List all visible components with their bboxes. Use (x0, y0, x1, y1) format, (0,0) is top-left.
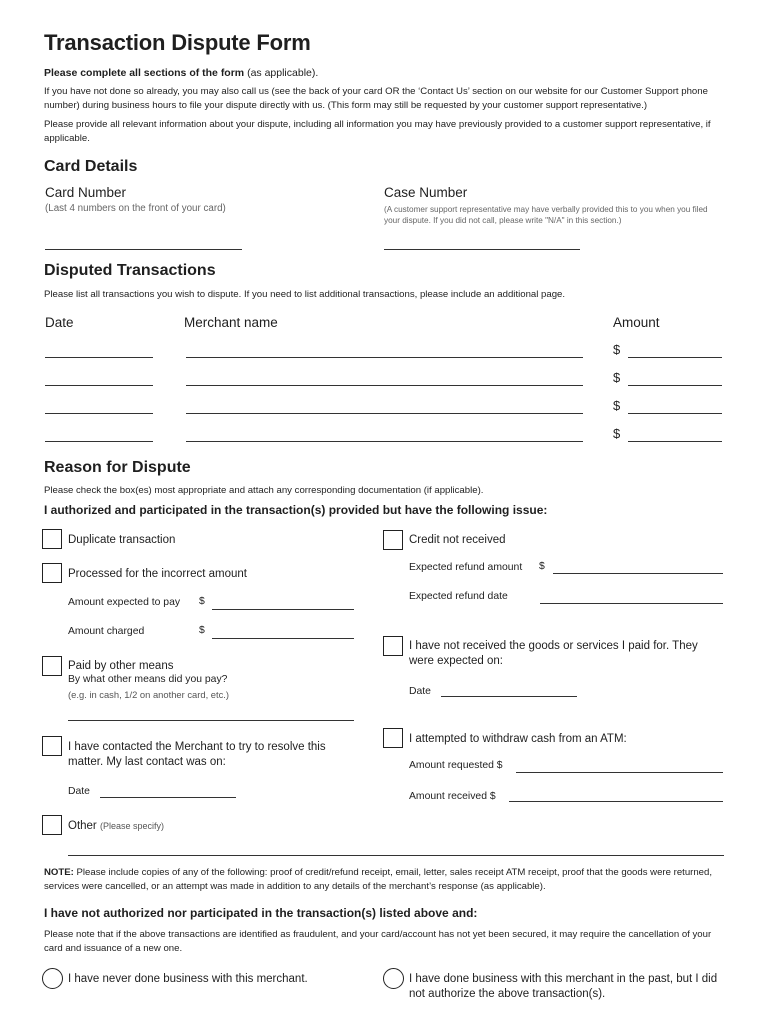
other-specify-field[interactable] (68, 855, 724, 856)
transaction-amount-field[interactable] (628, 357, 722, 358)
card-details-heading: Card Details (44, 158, 138, 175)
past-business-label: I have done business with this merchant in the past, but I did not authorize the above transaction(s). (409, 973, 718, 1000)
case-number-hint: (A customer support representative may have verbally provided this to you when you filed your dispute. If you did not call, please write "N/A" in this section.) (384, 205, 708, 225)
other-hint: (Please specify) (99, 821, 164, 831)
col-merchant-label: Merchant name (184, 315, 278, 330)
amount-expected-label: Amount expected to pay (68, 597, 181, 608)
transaction-date-field[interactable] (45, 441, 153, 442)
currency-symbol: $ (539, 561, 545, 572)
reason-instructions: Please check the box(es) most appropriate and attach any corresponding documentation (if applicable). (44, 485, 484, 496)
intro-paragraph-2: Please provide all relevant information about your dispute, including all information you may have previously provided to a customer support representative, if applicable. (44, 119, 711, 144)
atm-label: I attempted to withdraw cash from an ATM: (409, 733, 627, 745)
amount-requested-label: Amount requested $ (409, 760, 503, 771)
card-number-field[interactable] (45, 249, 242, 250)
other-means-question: By what other means did you pay? (68, 674, 228, 685)
transaction-date-field[interactable] (45, 357, 153, 358)
intro-paragraph-1: If you have not done so already, you may also call us (see the back of your card OR the ‘Contact Us’ section on our website for our Customer Support phone number) during business hours to file your dispute directly with us. (This form may still be requested by your customer support representative.) (44, 86, 708, 111)
case-number-label: Case Number (384, 185, 468, 200)
expected-refund-date-label: Expected refund date (409, 591, 508, 602)
credit-not-received-checkbox[interactable] (383, 530, 403, 550)
amount-received-field[interactable] (509, 801, 723, 802)
unauthorized-heading: I have not authorized nor participated in the transaction(s) listed above and: (44, 906, 478, 920)
case-number-field[interactable] (384, 249, 580, 250)
page-title: Transaction Dispute Form (44, 30, 311, 55)
transaction-date-field[interactable] (45, 385, 153, 386)
goods-date-label: Date (409, 686, 431, 697)
disputed-instructions: Please list all transactions you wish to dispute. If you need to list additional transactions, please include an additional page. (44, 289, 566, 300)
note-text: Please include copies of any of the following: proof of credit/refund receipt, email, letter, sales receipt ATM receipt, proof that the goods were returned, services were cancelled, or an attempt was made in addition to any details of the merchant’s response (as applicable). (44, 867, 713, 892)
amount-charged-label: Amount charged (68, 626, 145, 637)
col-amount-label: Amount (613, 315, 660, 330)
other-means-field[interactable] (68, 720, 354, 721)
transaction-merchant-field[interactable] (186, 441, 583, 442)
unauthorized-note: Please note that if the above transactions are identified as fraudulent, and your card/account has not yet been secured, it may require the cancellation of your card and issuance of a new one. (44, 929, 712, 954)
duplicate-transaction-checkbox[interactable] (42, 529, 62, 549)
currency-symbol: $ (613, 370, 621, 385)
reason-heading: Reason for Dispute (44, 459, 191, 476)
other-means-checkbox[interactable] (42, 656, 62, 676)
expected-refund-amount-field[interactable] (553, 573, 723, 574)
past-business-radio[interactable] (383, 968, 404, 989)
other-label-text: Other (68, 820, 97, 832)
card-number-label: Card Number (45, 185, 127, 200)
goods-not-received-checkbox[interactable] (383, 636, 403, 656)
goods-not-received-label: I have not received the goods or services I paid for. They were expected on: (409, 640, 698, 667)
other-means-label: Paid by other means (68, 660, 174, 672)
currency-symbol: $ (613, 398, 621, 413)
expected-refund-date-field[interactable] (540, 603, 723, 604)
atm-checkbox[interactable] (383, 728, 403, 748)
currency-symbol: $ (613, 426, 621, 441)
note-paragraph (44, 866, 724, 894)
duplicate-transaction-label: Duplicate transaction (68, 534, 176, 546)
amount-requested-field[interactable] (516, 772, 723, 773)
amount-received-label: Amount received $ (409, 791, 496, 802)
never-business-label: I have never done business with this merchant. (68, 973, 308, 985)
transaction-merchant-field[interactable] (186, 413, 583, 414)
transaction-amount-field[interactable] (628, 385, 722, 386)
col-date-label: Date (45, 315, 74, 330)
incorrect-amount-label: Processed for the incorrect amount (68, 568, 247, 580)
expected-refund-amount-label: Expected refund amount (409, 562, 523, 573)
contact-date-label: Date (68, 786, 90, 797)
other-means-example: (e.g. in cash, 1/2 on another card, etc.) (68, 689, 230, 700)
currency-symbol: $ (199, 596, 205, 607)
other-checkbox[interactable] (42, 815, 62, 835)
transaction-date-field[interactable] (45, 413, 153, 414)
never-business-radio[interactable] (42, 968, 63, 989)
intro-lead-bold: Please complete all sections of the form (44, 67, 245, 79)
card-number-hint: (Last 4 numbers on the front of your card) (45, 203, 226, 214)
contact-date-field[interactable] (100, 797, 236, 798)
note-bold: NOTE: (44, 867, 74, 878)
intro-lead-rest: (as applicable). (247, 67, 319, 79)
currency-symbol: $ (613, 342, 621, 357)
other-label (68, 819, 164, 834)
intro-lead (44, 67, 318, 79)
currency-symbol: $ (199, 625, 205, 636)
transaction-merchant-field[interactable] (186, 385, 583, 386)
transaction-amount-field[interactable] (628, 413, 722, 414)
authorized-heading: I authorized and participated in the transaction(s) provided but have the following issue: (44, 503, 548, 517)
transaction-amount-field[interactable] (628, 441, 722, 442)
disputed-transactions-heading: Disputed Transactions (44, 262, 216, 279)
contacted-merchant-checkbox[interactable] (42, 736, 62, 756)
contacted-merchant-label: I have contacted the Merchant to try to resolve this matter. My last contact was on: (68, 741, 326, 768)
goods-date-field[interactable] (441, 696, 577, 697)
credit-not-received-label: Credit not received (409, 534, 506, 546)
incorrect-amount-checkbox[interactable] (42, 563, 62, 583)
amount-charged-field[interactable] (212, 638, 354, 639)
amount-expected-field[interactable] (212, 609, 354, 610)
transaction-merchant-field[interactable] (186, 357, 583, 358)
